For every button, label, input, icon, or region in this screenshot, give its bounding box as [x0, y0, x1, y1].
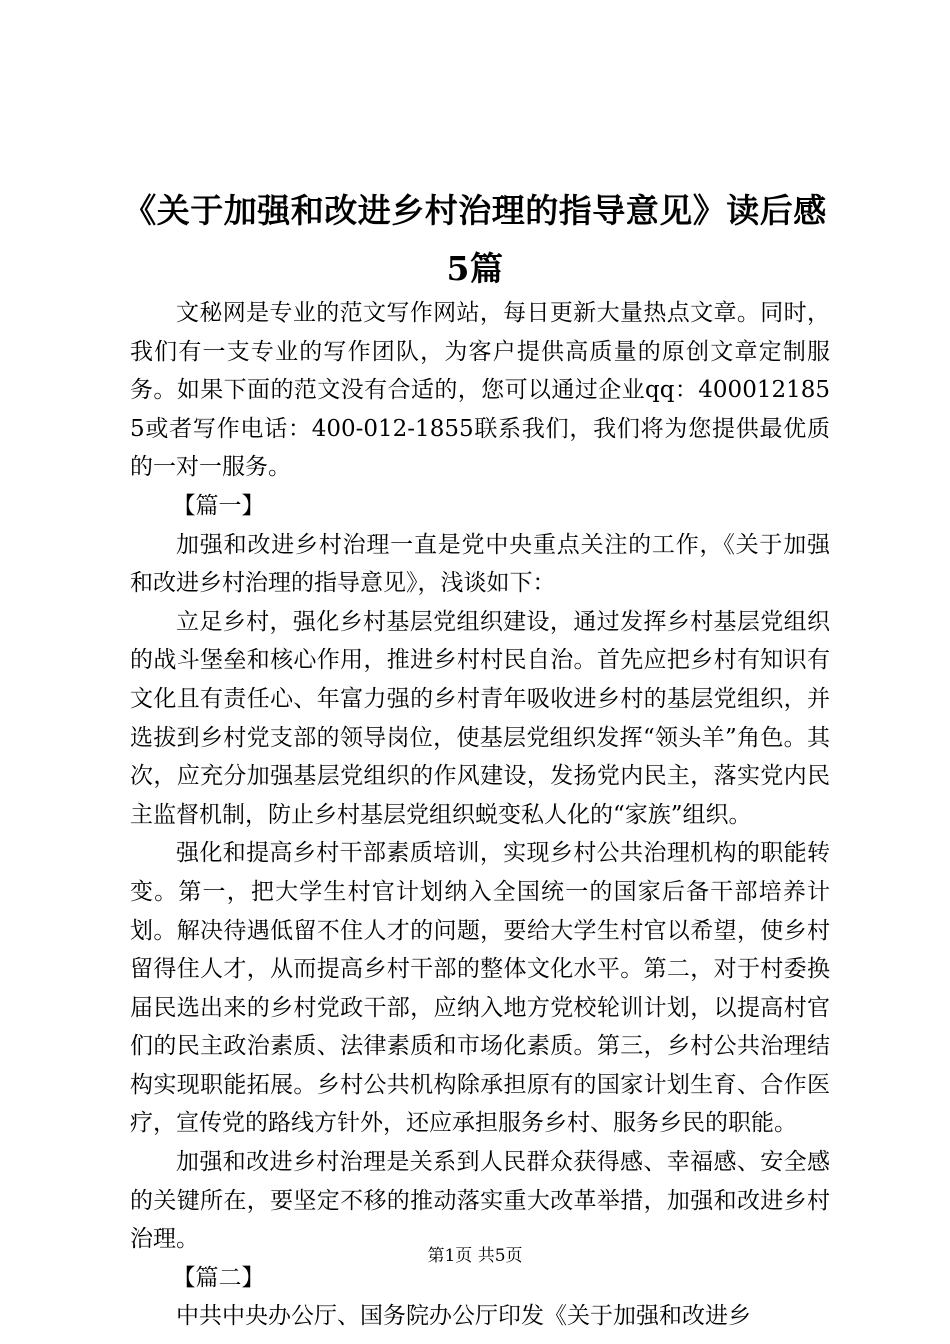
intro-paragraph: 文秘网是专业的范文写作网站，每日更新大量热点文章。同时，我们有一支专业的写作团队，为客户提供高质量的原创文章定制服务。如果下面的范文没有合适的，您可以通过企业qq：4000121855或者写作电话：400-012-1855联系我们，我们将为您提供最优质的一对一服务。 [130, 300, 830, 481]
section-heading-2: 【篇二】 [172, 1264, 265, 1291]
body-paragraph: 加强和改进乡村治理一直是党中央重点关注的工作，《关于加强和改进乡村治理的指导意见》，浅谈如下： [130, 531, 830, 597]
document-title: 《关于加强和改进乡村治理的指导意见》读后感5篇 [123, 191, 827, 288]
body-paragraph: 中共中央办公厅、国务院办公厅印发《关于加强和改进乡 [176, 1303, 751, 1330]
document-body [130, 294, 830, 1336]
body-paragraph: 强化和提高乡村干部素质培训，实现乡村公共治理机构的职能转变。第一，把大学生村官计划纳入全国统一的国家后备干部培养计划。解决待遇低留不住人才的问题，要给大学生村官以希望，使乡村留得住人才，从而提高乡村干部的整体文化水平。第二，对于村委换届民选出来的乡村党政干部，应纳入地方党校轮训计划，以提高村官们的民主政治素质、法律素质和市场化素质。第三，乡村公共治理结构实现职能拓展。乡村公共机构除承担原有的国家计划生育、合作医疗，宣传党的路线方针外，还应承担服务乡村、服务乡民的职能。 [130, 840, 830, 1137]
section-heading-1: 【篇一】 [172, 492, 265, 519]
body-paragraph: 加强和改进乡村治理是关系到人民群众获得感、幸福感、安全感的关键所在，要坚定不移的推动落实重大改革举措，加强和改进乡村治理。 [130, 1149, 830, 1253]
body-paragraph: 立足乡村，强化乡村基层党组织建设，通过发挥乡村基层党组织的战斗堡垒和核心作用，推进乡村村民自治。首先应把乡村有知识有文化且有责任心、年富力强的乡村青年吸收进乡村的基层党组织，并选拔到乡村党支部的领导岗位，使基层党组织发挥“领头羊”角色。其次，应充分加强基层党组织的作风建设，发扬党内民主，落实党内民主监督机制，防止乡村基层党组织蜕变私人化的“家族”组织。 [130, 608, 830, 828]
page-footer: 第1页 共5页 [427, 1246, 523, 1266]
